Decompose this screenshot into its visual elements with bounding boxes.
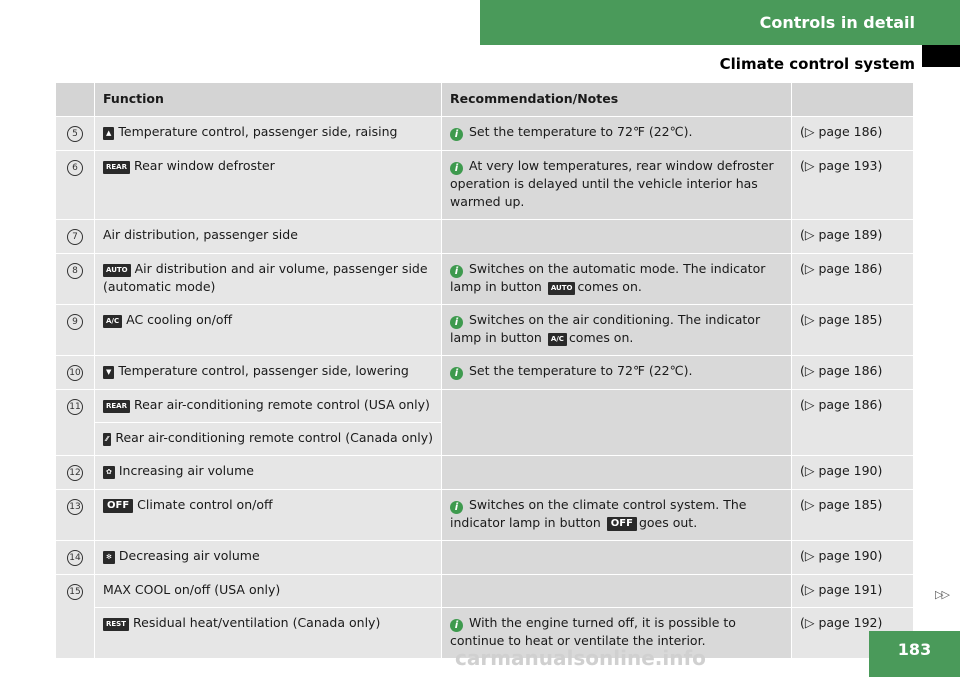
page-ref[interactable]: (▷ page 186) [792, 356, 914, 390]
temp-down-button-icon: ▼ [103, 366, 114, 379]
ac-button-icon: A/C [548, 333, 567, 346]
chapter-tab [480, 0, 960, 45]
function-text: Decreasing air volume [118, 548, 260, 563]
controls-table [56, 83, 914, 659]
function-cell [95, 356, 442, 390]
notes-cell [442, 490, 792, 541]
row-number-badge: 15 [67, 584, 83, 600]
notes-cell [442, 541, 792, 575]
col-notes-header: Recommendation/Notes [442, 83, 792, 117]
notes-cell [442, 151, 792, 220]
notes-cell [442, 220, 792, 254]
function-text: Rear window defroster [133, 158, 275, 173]
page-number-tab [869, 631, 960, 677]
note-text: At very low temperatures, rear window defroster operation is delayed until the vehicle interior has warmed up. [450, 158, 774, 209]
off-button-icon: OFF [103, 499, 133, 513]
col-ref-header [792, 83, 914, 117]
table-row [56, 575, 914, 608]
function-cell [95, 423, 442, 456]
row-number [56, 117, 95, 151]
function-text: Residual heat/ventilation (Canada only) [133, 615, 381, 630]
continue-arrows-icon: ▷▷ [935, 588, 948, 601]
row-number [56, 390, 95, 456]
page-ref[interactable]: (▷ page 190) [792, 456, 914, 490]
note-text-end: comes on. [568, 330, 634, 345]
temp-up-button-icon: ▲ [103, 127, 114, 140]
function-text: AC cooling on/off [126, 312, 233, 327]
page-number: 183 [897, 640, 932, 659]
notes-cell [442, 254, 792, 305]
function-cell [95, 390, 442, 423]
chapter-title: Controls in detail [759, 13, 915, 32]
function-cell [95, 151, 442, 220]
table-row [56, 490, 914, 541]
notes-cell [442, 456, 792, 490]
auto-button-icon: AUTO [548, 282, 576, 295]
note-text: Set the temperature to 72℉ (22℃). [469, 363, 693, 378]
page-ref[interactable]: (▷ page 186) [792, 254, 914, 305]
col-function-header: Function [95, 83, 442, 117]
page-ref[interactable]: (▷ page 186) [792, 390, 914, 456]
watermark: carmanualsonline.info [455, 646, 706, 670]
function-cell [95, 490, 442, 541]
section-marker [922, 45, 960, 67]
info-icon: i [450, 128, 463, 141]
notes-cell [442, 575, 792, 608]
function-cell [95, 220, 442, 254]
note-text-end: goes out. [638, 515, 698, 530]
row-number [56, 490, 95, 541]
row-number [56, 151, 95, 220]
function-cell [95, 575, 442, 608]
off-button-icon: OFF [607, 517, 637, 531]
table-row [56, 117, 914, 151]
notes-cell [442, 390, 792, 456]
table-row [56, 356, 914, 390]
section-title: Climate control system [719, 55, 915, 73]
function-cell [95, 254, 442, 305]
row-number [56, 254, 95, 305]
function-text: Temperature control, passenger side, raising [118, 124, 398, 139]
info-icon: i [450, 162, 463, 175]
col-num-header [56, 83, 95, 117]
function-text: Air distribution, passenger side [103, 227, 298, 242]
table-row [56, 151, 914, 220]
fan-up-button-icon: ✿ [103, 466, 115, 479]
row-number-badge: 9 [67, 314, 83, 330]
note-text: Switches on the air conditioning. The indicator lamp in button [450, 312, 761, 345]
row-number [56, 356, 95, 390]
note-text: Set the temperature to 72℉ (22℃). [469, 124, 693, 139]
function-cell [95, 117, 442, 151]
table-row [56, 305, 914, 356]
notes-cell [442, 305, 792, 356]
table-row [56, 254, 914, 305]
page-ref[interactable]: (▷ page 193) [792, 151, 914, 220]
row-number [56, 305, 95, 356]
function-text: Rear air-conditioning remote control (Canada only) [115, 430, 433, 445]
row-number-badge: 6 [67, 160, 83, 176]
note-text: Switches on the climate control system. The indicator lamp in button [450, 497, 747, 530]
info-icon: i [450, 501, 463, 514]
row-number-badge: 7 [67, 229, 83, 245]
table-header-row [56, 83, 914, 117]
page-ref[interactable]: (▷ page 192) [792, 608, 914, 659]
notes-cell [442, 117, 792, 151]
row-number-badge: 13 [67, 499, 83, 515]
fan-down-button-icon: ✻ [103, 551, 115, 564]
page-ref[interactable]: (▷ page 186) [792, 117, 914, 151]
info-icon: i [450, 316, 463, 329]
ac-button-icon: A/C [103, 315, 122, 328]
row-number [56, 456, 95, 490]
function-text: Rear air-conditioning remote control (USA only) [133, 397, 430, 412]
table-row [56, 390, 914, 423]
function-cell [95, 305, 442, 356]
table-row [56, 456, 914, 490]
row-number [56, 575, 95, 659]
rear-defroster-button-icon: REAR [103, 161, 130, 174]
function-cell [95, 456, 442, 490]
page-ref[interactable]: (▷ page 191) [792, 575, 914, 608]
rear-remote-button-icon: ⁄⁄ [103, 433, 111, 446]
function-text: MAX COOL on/off (USA only) [103, 582, 281, 597]
row-number-badge: 5 [67, 126, 83, 142]
info-icon: i [450, 619, 463, 632]
row-number-badge: 11 [67, 399, 83, 415]
info-icon: i [450, 367, 463, 380]
table-row [56, 541, 914, 575]
rear-temp-button-icon: REAR [103, 400, 130, 413]
auto-button-icon: AUTO [103, 264, 131, 277]
function-text: Climate control on/off [137, 497, 273, 512]
page-ref[interactable]: (▷ page 185) [792, 490, 914, 541]
function-text: Increasing air volume [118, 463, 254, 478]
function-text: Air distribution and air volume, passenger side (automatic mode) [103, 261, 428, 294]
row-number-badge: 14 [67, 550, 83, 566]
row-number-badge: 12 [67, 465, 83, 481]
function-text: Temperature control, passenger side, lowering [118, 363, 409, 378]
row-number [56, 541, 95, 575]
table-row [56, 220, 914, 254]
page-ref[interactable]: (▷ page 190) [792, 541, 914, 575]
page-ref[interactable]: (▷ page 185) [792, 305, 914, 356]
notes-cell [442, 356, 792, 390]
rest-button-icon: REST [103, 618, 129, 631]
info-icon: i [450, 265, 463, 278]
row-number [56, 220, 95, 254]
note-text-end: comes on. [577, 279, 642, 294]
function-cell [95, 608, 442, 659]
function-cell [95, 541, 442, 575]
row-number-badge: 8 [67, 263, 83, 279]
note-text: With the engine turned off, it is possible to continue to heat or ventilate the interior. [450, 615, 736, 648]
page-ref[interactable]: (▷ page 189) [792, 220, 914, 254]
row-number-badge: 10 [67, 365, 83, 381]
note-text: Switches on the automatic mode. The indicator lamp in button [450, 261, 766, 294]
